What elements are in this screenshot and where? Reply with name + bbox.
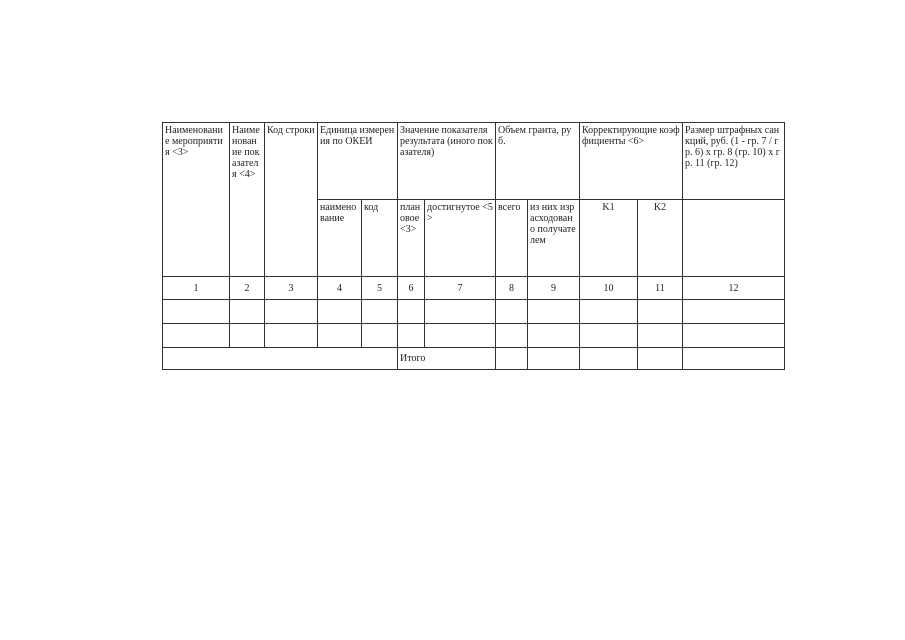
table-cell — [496, 324, 528, 348]
table-cell — [580, 324, 638, 348]
table-cell — [425, 324, 496, 348]
header-correction-coefficients: Корректирующие коэффициенты <6> — [580, 123, 683, 200]
table-row — [163, 300, 785, 324]
table-cell — [496, 300, 528, 324]
table-cell — [398, 324, 425, 348]
table-cell — [362, 324, 398, 348]
table-cell — [580, 300, 638, 324]
table-cell — [683, 348, 785, 370]
column-number: 4 — [318, 277, 362, 300]
column-number: 6 — [398, 277, 425, 300]
subheader-achieved: достигнутое <5> — [425, 200, 496, 277]
table-cell — [683, 300, 785, 324]
table-cell — [265, 300, 318, 324]
header-row — [163, 123, 785, 200]
table-cell — [230, 324, 265, 348]
sanctions-table — [162, 122, 785, 370]
column-number: 2 — [230, 277, 265, 300]
table-row — [163, 324, 785, 348]
table-cell — [528, 300, 580, 324]
column-number: 7 — [425, 277, 496, 300]
table-cell — [265, 324, 318, 348]
column-number: 9 — [528, 277, 580, 300]
table-cell — [528, 324, 580, 348]
column-number: 11 — [638, 277, 683, 300]
subheader-k1: K1 — [580, 200, 638, 277]
subheader-grant-total: всего — [496, 200, 528, 277]
column-number: 1 — [163, 277, 230, 300]
subheader-empty-cell — [683, 200, 785, 277]
total-label: Итого — [398, 348, 496, 370]
table-cell — [580, 348, 638, 370]
header-indicator-name: Наименование показателя <4> — [230, 123, 265, 277]
table-cell — [362, 300, 398, 324]
column-number: 5 — [362, 277, 398, 300]
table-cell — [318, 300, 362, 324]
table-cell — [318, 324, 362, 348]
subheader-k2: K2 — [638, 200, 683, 277]
header-row-code: Код строки — [265, 123, 318, 277]
table-cell — [163, 324, 230, 348]
table-cell — [528, 348, 580, 370]
table-cell — [230, 300, 265, 324]
header-penalty-amount: Размер штрафных санкций, руб. (1 - гр. 7 / гр. 6) x гр. 8 (гр. 10) x гр. 11 (гр. 12) — [683, 123, 785, 200]
subheader-unit-name: наименование — [318, 200, 362, 277]
table-cell — [425, 300, 496, 324]
table-cell — [638, 324, 683, 348]
subheader-grant-spent: из них израсходовано получателем — [528, 200, 580, 277]
column-number: 12 — [683, 277, 785, 300]
total-row — [163, 348, 785, 370]
table-cell — [496, 348, 528, 370]
column-number: 10 — [580, 277, 638, 300]
header-okei-unit: Единица измерения по ОКЕИ — [318, 123, 398, 200]
column-number-row — [163, 277, 785, 300]
table-cell — [398, 300, 425, 324]
table-cell — [163, 300, 230, 324]
table-cell — [683, 324, 785, 348]
column-number: 3 — [265, 277, 318, 300]
header-indicator-value: Значение показателя результата (иного показателя) — [398, 123, 496, 200]
subheader-planned: плановое <3> — [398, 200, 425, 277]
header-event-name: Наименование мероприятия <3> — [163, 123, 230, 277]
header-grant-amount: Объем гранта, руб. — [496, 123, 580, 200]
subheader-unit-code: код — [362, 200, 398, 277]
table-cell — [638, 348, 683, 370]
column-number: 8 — [496, 277, 528, 300]
total-empty-cell — [163, 348, 398, 370]
table-cell — [638, 300, 683, 324]
